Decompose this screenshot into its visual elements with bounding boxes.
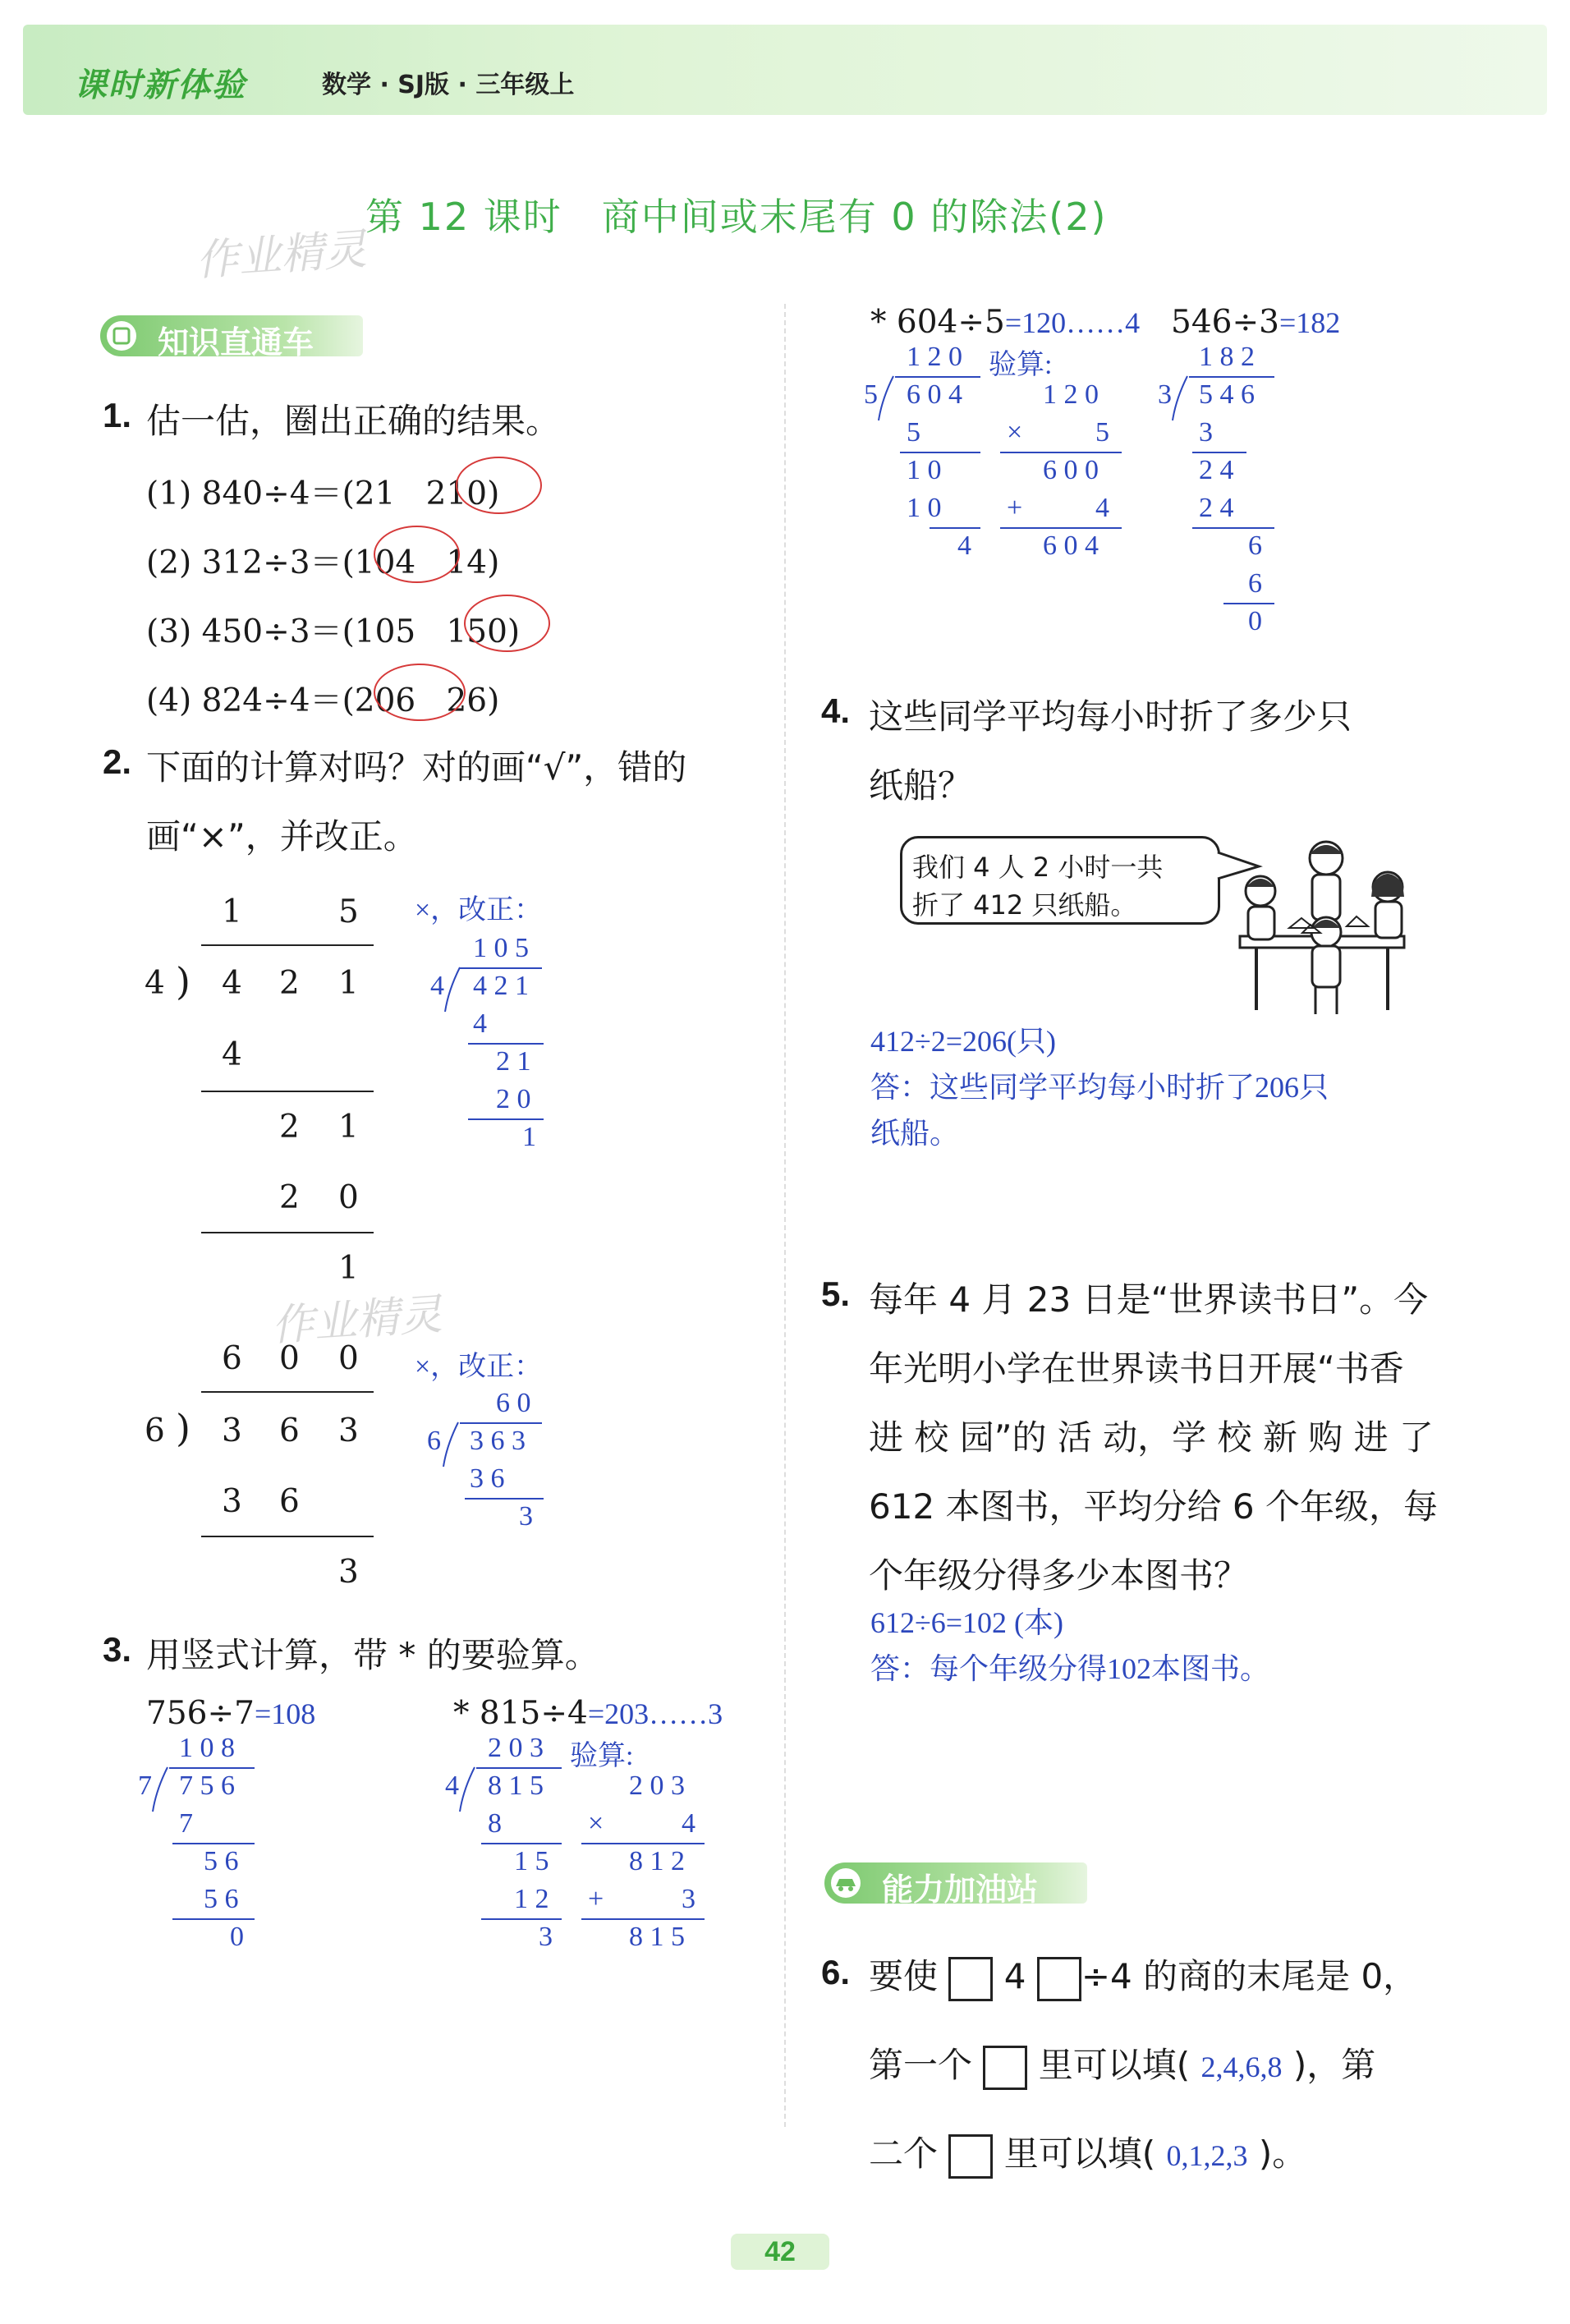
q6-number: 6. — [821, 1953, 851, 1991]
q4-answer-equation: 412÷2=206(只) — [870, 1025, 1057, 1058]
page-number: 42 — [731, 2234, 829, 2270]
q4-answer-line: 答：这些同学平均每小时折了206只 — [870, 1071, 1329, 1104]
q5-text: 每年 4 月 23 日是“世界读书日”。今 — [869, 1279, 1429, 1320]
q2-text: 下面的计算对吗？对的画“√”，错的 — [146, 747, 687, 788]
q5-text: 年光明小学在世界读书日开展“书香 — [869, 1348, 1404, 1389]
watermark: 作业精灵 — [269, 1289, 444, 1352]
q5-text: 进 校 园”的 活 动，学 校 新 购 进 了 — [869, 1417, 1434, 1458]
q5-answer-equation: 612÷6=102 (本) — [870, 1606, 1064, 1639]
q6-line-1: 要使 4 ÷4 的商的末尾是 0， — [869, 1950, 1417, 2001]
lesson-title: 第 12 课时 商中间或末尾有 0 的除法(2) — [365, 195, 1108, 239]
q1-text: 估一估，圈出正确的结果。 — [146, 401, 561, 441]
q1-item-3: (3) 450÷3＝(105 150) — [146, 613, 521, 650]
answer-circle — [374, 526, 460, 583]
speech-bubble — [900, 836, 1220, 925]
q4-text: 纸船？ — [869, 765, 973, 806]
q2-text: 画“×”，并改正。 — [146, 816, 418, 857]
q3-p3-expr: * 604÷5=120……4 — [870, 304, 1141, 341]
section-title: 知识直通车 — [158, 324, 314, 361]
q5-text: 612 本图书，平均分给 6 个年级，每 — [869, 1486, 1438, 1527]
answer-circle — [374, 664, 466, 721]
column-divider — [784, 304, 786, 2127]
section-knowledge — [100, 315, 363, 361]
division-bracket — [442, 1421, 460, 1470]
q2a-mark: ×，改正： — [415, 895, 543, 925]
section-ability — [824, 1862, 1087, 1908]
q6-line-3: 二个 里可以填( 0,1,2,3 )。 — [869, 2127, 1306, 2179]
q3-p4-expr: 546÷3=182 — [1171, 304, 1341, 341]
q4-text: 这些同学平均每小时折了多少只 — [869, 696, 1352, 737]
watermark: 作业精灵 — [194, 224, 369, 287]
car-icon — [831, 1868, 861, 1898]
children-folding-boats-illustration — [1223, 821, 1421, 1018]
section-title: 能力加油站 — [882, 1872, 1039, 1908]
bubble-line: 折了 412 只纸船。 — [912, 889, 1137, 921]
answer-circle — [464, 595, 550, 652]
q2-number: 2. — [103, 742, 132, 781]
division-bracket — [443, 966, 461, 1015]
blank-box[interactable] — [948, 2134, 993, 2179]
q5-answer-line: 答：每个年级分得102本图书。 — [870, 1652, 1270, 1685]
q3-p1-expr: 756÷7=108 — [146, 1695, 316, 1732]
q3-number: 3. — [103, 1630, 132, 1669]
q6-line-2: 第一个 里可以填( 2,4,6,8 )，第 — [869, 2038, 1375, 2090]
q4-number: 4. — [821, 691, 851, 730]
header-band — [23, 25, 1547, 115]
bubble-line: 我们 4 人 2 小时一共 — [912, 852, 1164, 883]
q5-text: 个年级分得多少本图书？ — [869, 1555, 1249, 1596]
book-icon — [107, 321, 136, 351]
q1-item-2: (2) 312÷3＝(104 14) — [146, 544, 500, 581]
q5-number: 5. — [821, 1275, 851, 1313]
q1-item-4: (4) 824÷4＝(206 26) — [146, 682, 500, 719]
q3-text: 用竖式计算，带 * 的要验算。 — [146, 1635, 599, 1675]
q2b-mark: ×，改正： — [415, 1352, 543, 1382]
q4-answer-line: 纸船。 — [870, 1117, 960, 1150]
answer-circle — [456, 457, 542, 514]
q1-item-1: (1) 840÷4＝(21 210) — [146, 475, 500, 512]
blank-box[interactable] — [1037, 1957, 1081, 2001]
book-subtitle: 数学 · SJ版 · 三年级上 — [322, 71, 575, 99]
blank-box[interactable] — [948, 1957, 993, 2001]
brand-logo: 课时新体验 — [74, 67, 246, 104]
q1-number: 1. — [103, 396, 132, 434]
q3-p2-expr: * 815÷4=203……3 — [453, 1695, 723, 1732]
blank-box[interactable] — [983, 2046, 1027, 2090]
